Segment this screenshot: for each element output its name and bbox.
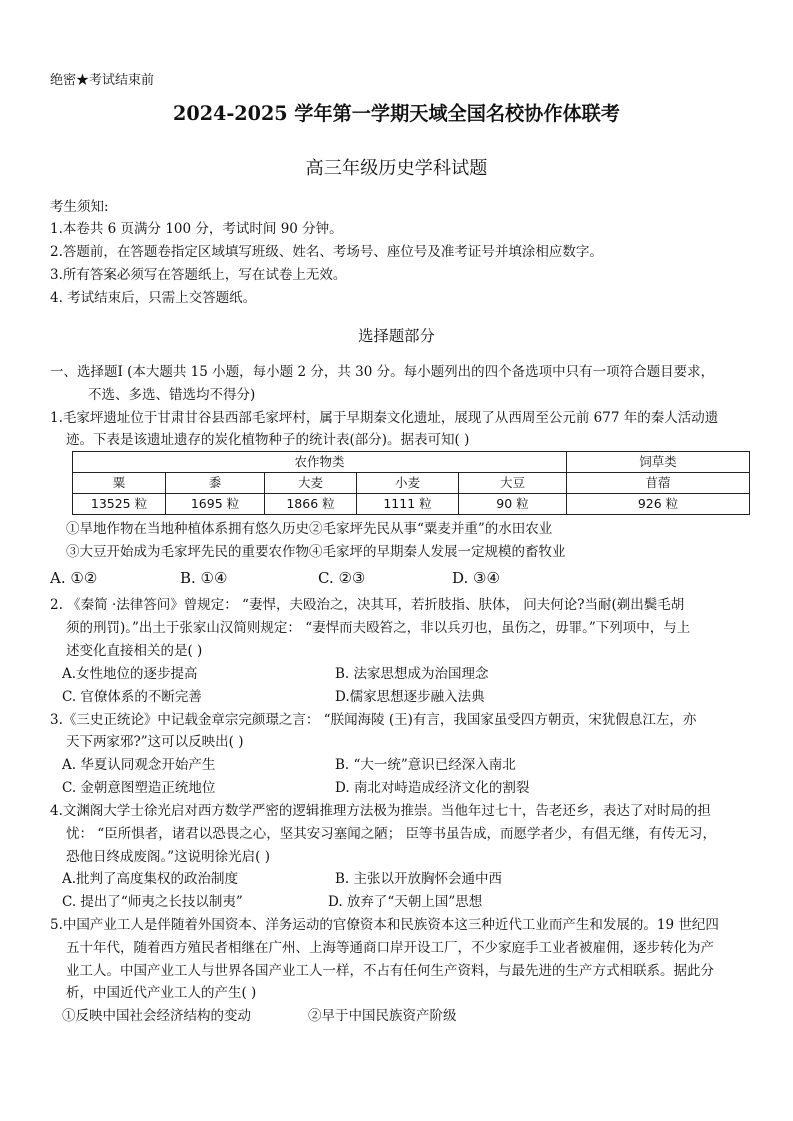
seed-statistics-table bbox=[72, 451, 750, 515]
notice-item: 2.答题前，在答题卷指定区域填写班级、姓名、考场号、座位号及准考证号并填涂相应数字。 bbox=[50, 244, 603, 260]
crop-group-header: 农作物类 bbox=[73, 452, 567, 473]
question-4-stem-cont: 忧： “臣所惧者，诸君以恐畏之心，坚其安习塞闻之陋； 臣等书虽告成，而愿学者少，有倡无继，有传无习， bbox=[66, 826, 716, 842]
table-row bbox=[73, 494, 750, 515]
question-3-stem-cont: 天下两家邪?”这可以反映出( ) bbox=[66, 734, 244, 750]
question-5-statement: ②早于中国民族资产阶级 bbox=[308, 1008, 457, 1024]
exam-title: 2024-2025 学年第一学期天域全国名校协作体联考 bbox=[173, 102, 620, 125]
question-4-stem: 4.文渊阁大学士徐光启对西方数学严密的逻辑推理方法极为推崇。当他年过七十，告老还乡，表达了对时局的担 bbox=[50, 803, 711, 819]
question-3-stem: 3.《三史正统论》中记载金章宗完颜璟之言： “朕闻海陵 (王)有言，我国家虽受四方朝贡，宋犹假息江左，亦 bbox=[50, 712, 697, 728]
table-col-header: 黍 bbox=[166, 473, 265, 494]
option-a: A.批判了高度集权的政治制度 bbox=[62, 871, 239, 887]
question-2-stem: 2. 《秦简 ·法律答问》曾规定： “妻悍，夫殴治之，决其耳，若折肢指、肤体， 问夫何论?当耐(剃出鬓毛胡 bbox=[50, 597, 685, 613]
option-a: A.女性地位的逐步提高 bbox=[62, 666, 198, 682]
option-a: A. 华夏认同观念开始产生 bbox=[62, 757, 216, 773]
section-instruction-cont: 不选、多选、错选均不得分) bbox=[88, 387, 256, 403]
option-b: B. “大一统”意识已经深入南北 bbox=[335, 757, 516, 773]
option-c: C. ②③ bbox=[318, 569, 366, 587]
question-5-statement: ①反映中国社会经济结构的变动 bbox=[62, 1008, 251, 1024]
option-c: C. 官僚体系的不断完善 bbox=[62, 689, 202, 705]
confidential-mark: 绝密★考试结束前 bbox=[50, 73, 155, 88]
question-2-stem-cont: 须的刑罚)。”出土于张家山汉简则规定： “妻悍而夫殴笞之，非以兵刃也，虽伤之，毋罪。”下列项中，与上 bbox=[66, 620, 691, 636]
option-c: C. 提出了“师夷之长技以制夷” bbox=[62, 894, 243, 910]
table-cell: 1866 粒 bbox=[265, 494, 357, 515]
table-cell: 926 粒 bbox=[567, 494, 750, 515]
table-col-header: 苜蓿 bbox=[567, 473, 750, 494]
question-1-statement: ①旱地作物在当地种植体系拥有悠久历史②毛家坪先民从事“粟麦并重”的水田农业 bbox=[66, 521, 553, 537]
question-5-stem: 5.中国产业工人是伴随着外国资本、洋务运动的官僚资本和民族资本这三种近代工业而产生和发展的。19 世纪四 bbox=[50, 917, 719, 933]
table-header-row bbox=[73, 452, 750, 473]
option-b: B. 主张以开放胸怀会通中西 bbox=[335, 871, 503, 887]
option-a: A. ①② bbox=[50, 569, 98, 587]
notice-heading: 考生须知: bbox=[50, 199, 109, 215]
question-1-stem-cont: 迹。下表是该遗址遗存的炭化植物种子的统计表(部分)。据表可知( ) bbox=[66, 432, 470, 448]
option-b: B. ①④ bbox=[180, 569, 228, 587]
option-d: D. 南北对峙造成经济文化的割裂 bbox=[335, 780, 530, 796]
forage-group-header: 饲草类 bbox=[567, 452, 750, 473]
notice-item: 3.所有答案必须写在答题纸上，写在试卷上无效。 bbox=[50, 267, 347, 283]
table-cell: 1111 粒 bbox=[357, 494, 459, 515]
notice-item: 1.本卷共 6 页满分 100 分，考试时间 90 分钟。 bbox=[50, 221, 343, 237]
table-cell: 13525 粒 bbox=[73, 494, 166, 515]
question-5-stem-cont: 析，中国近代产业工人的产生( ) bbox=[66, 985, 257, 1001]
section-title: 选择题部分 bbox=[358, 327, 435, 345]
notice-item: 4. 考试结束后，只需上交答题纸。 bbox=[50, 290, 257, 306]
table-cell: 90 粒 bbox=[459, 494, 567, 515]
section-instruction: 一、选择题Ⅰ (本大题共 15 小题，每小题 2 分，共 30 分。每小题列出的四个备选项中只有一项符合题目要求， bbox=[50, 364, 715, 380]
table-header-row bbox=[73, 473, 750, 494]
subject-title: 高三年级历史学科试题 bbox=[305, 158, 488, 179]
option-c: C. 金朝意图塑造正统地位 bbox=[62, 780, 216, 796]
option-d: D.儒家思想逐步融入法典 bbox=[335, 689, 485, 705]
option-d: D. 放弃了“天朝上国”思想 bbox=[328, 894, 483, 910]
option-d: D. ③④ bbox=[452, 569, 500, 587]
question-5-stem-cont: 五十年代，随着西方殖民者相继在广州、上海等通商口岸开设工厂，不少家庭手工业者被雇佣，逐步转化为产 bbox=[66, 940, 714, 956]
table-col-header: 小麦 bbox=[357, 473, 459, 494]
question-4-stem-cont: 恐他日终成废阁。”这说明徐光启( ) bbox=[66, 849, 270, 865]
table-col-header: 大麦 bbox=[265, 473, 357, 494]
table-cell: 1695 粒 bbox=[166, 494, 265, 515]
question-1-stem: 1.毛家坪遗址位于甘肃甘谷县西部毛家坪村，属于早期秦文化遗址，展现了从西周至公元前 677 年的秦人活动遗 bbox=[50, 410, 719, 426]
question-1-statement: ③大豆开始成为毛家坪先民的重要农作物④毛家坪的早期秦人发展一定规模的畜牧业 bbox=[66, 544, 566, 560]
table-col-header: 粟 bbox=[73, 473, 166, 494]
question-5-stem-cont: 业工人。中国产业工人与世界各国产业工人一样，不占有任何生产资料，与最先进的生产方式相联系。据此分 bbox=[66, 963, 714, 979]
option-b: B. 法家思想成为治国理念 bbox=[335, 666, 489, 682]
question-2-stem-cont: 述变化直接相关的是( ) bbox=[66, 643, 203, 659]
table-col-header: 大豆 bbox=[459, 473, 567, 494]
